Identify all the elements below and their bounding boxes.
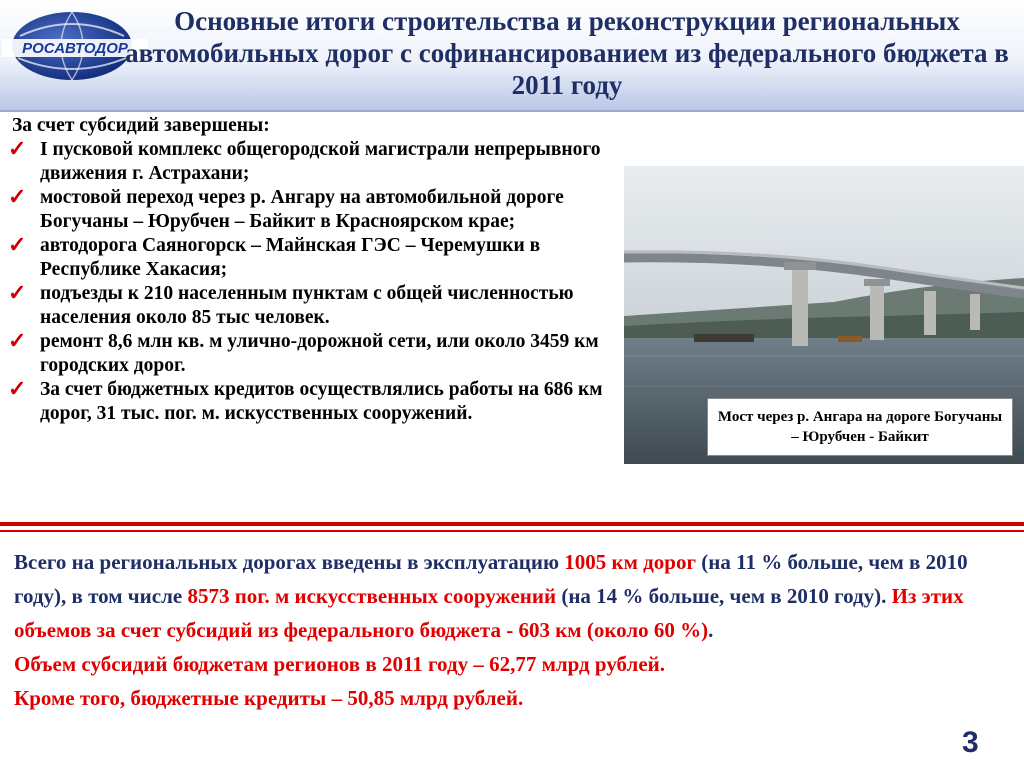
summary-text xyxy=(14,545,1014,715)
checkmark-icon: ✓ xyxy=(8,136,27,161)
list-item-text: ремонт 8,6 млн кв. м улично-дорожной сети, или около 3459 км городских дорог. xyxy=(40,331,599,376)
budget-credits: Кроме того, бюджетные кредиты – 50,85 млрд рублей. xyxy=(14,686,524,710)
slide-header xyxy=(0,0,1024,110)
checkmark-icon: ✓ xyxy=(8,376,27,401)
section-divider xyxy=(0,522,1024,526)
list-item xyxy=(8,138,618,186)
summary-part: Всего на региональных дорогах введены в эксплуатацию xyxy=(14,550,565,574)
section-divider-thin xyxy=(0,530,1024,532)
list-item xyxy=(8,186,618,234)
list-item-text: мостовой переход через р. Ангару на автомобильной дороге Богучаны – Юрубчен – Байкит в Красноярском крае; xyxy=(40,187,564,232)
header-divider xyxy=(0,110,1024,112)
list-item-text: I пусковой комплекс общегородской магистрали непрерывного движения г. Астрахани; xyxy=(40,139,601,184)
checkmark-icon: ✓ xyxy=(8,328,27,353)
summary-highlight: 1005 км дорог xyxy=(564,550,697,574)
summary-highlight: 8573 пог. м искусственных сооружений xyxy=(187,584,557,608)
list-item xyxy=(8,282,618,330)
page-number: 3 xyxy=(962,726,979,759)
list-item-text: подъезды к 210 населенным пунктам с общей численностью населения около 85 тыс человек. xyxy=(40,283,574,328)
checkmark-icon: ✓ xyxy=(8,280,27,305)
summary-highlight: Из этих объемов за счет субсидий из федерального бюджета - 603 км (около 60 %) xyxy=(14,584,964,642)
svg-text:РОСАВТОДОР: РОСАВТОДОР xyxy=(22,40,128,57)
list-item xyxy=(8,330,618,378)
checkmark-icon: ✓ xyxy=(8,184,27,209)
list-item-text: За счет бюджетных кредитов осуществлялись работы на 686 км дорог, 31 тыс. пог. м. искусственных сооружений. xyxy=(40,379,603,424)
summary-part: (на 11 % больше, чем в 2010 году), в том числе xyxy=(14,550,968,608)
summary-part: (на 14 % больше, чем в 2010 году). xyxy=(556,584,892,608)
photo-caption: Мост через р. Ангара на дороге Богучаны – Юрубчен - Байкит xyxy=(707,398,1013,456)
summary-part: . xyxy=(708,618,714,642)
achievements-section xyxy=(8,114,618,426)
checkmark-icon: ✓ xyxy=(8,232,27,257)
list-item xyxy=(8,234,618,282)
achievements-list xyxy=(8,138,618,426)
achievements-intro: За счет субсидий завершены: xyxy=(12,115,270,136)
list-item xyxy=(8,378,618,426)
list-item-text: автодорога Саяногорск – Майнская ГЭС – Черемушки в Республике Хакасия; xyxy=(40,235,541,280)
subsidy-total: Объем субсидий бюджетам регионов в 2011 году – 62,77 млрд рублей. xyxy=(14,652,665,676)
page-title: Основные итоги строительства и реконструкции региональных автомобильных дорог с софинансированием из федерального бюджета в 2011 году xyxy=(125,6,1009,100)
